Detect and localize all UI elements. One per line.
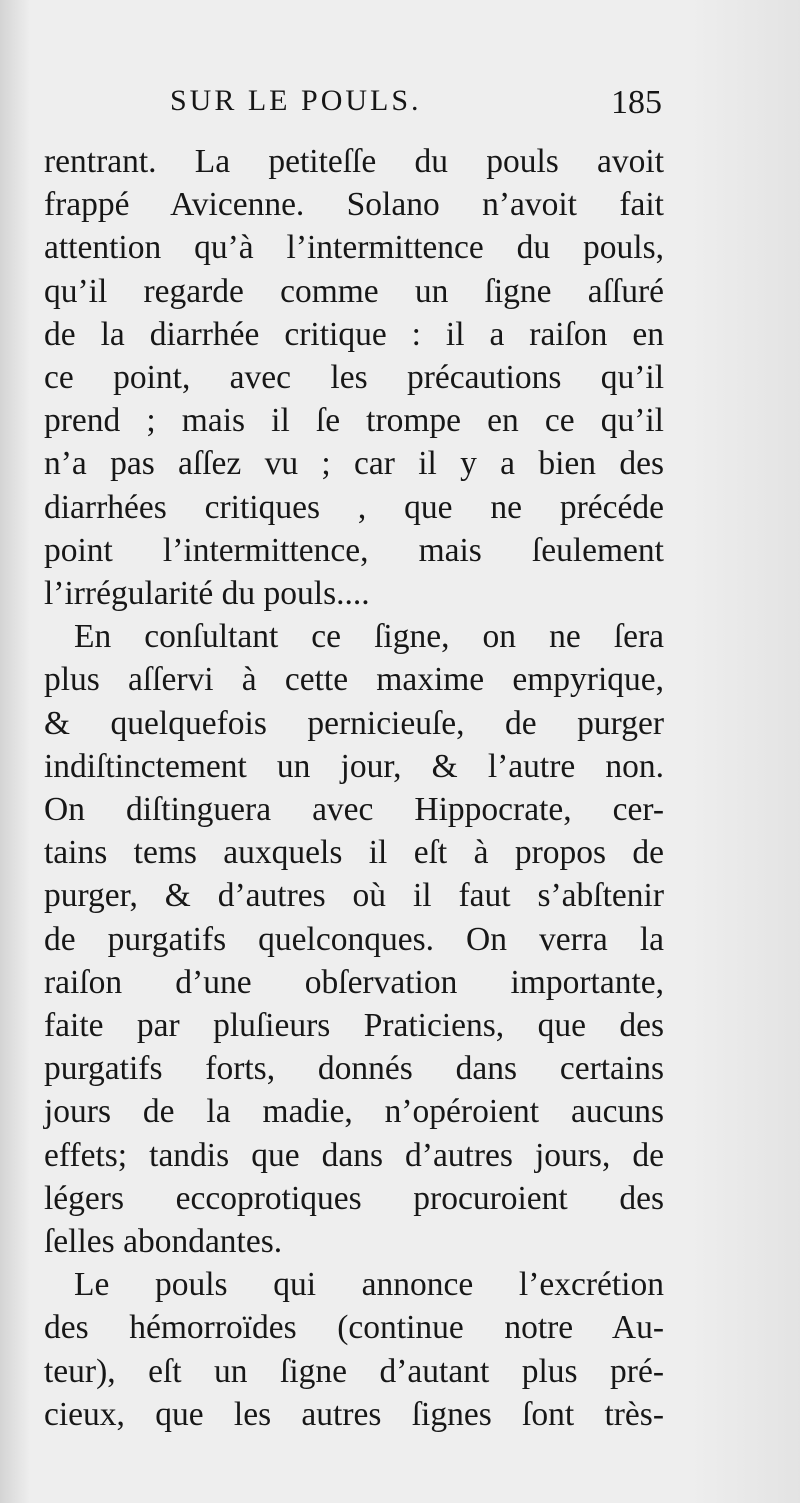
text-line: teur), eſt un ſigne d’autant plus pré-	[44, 1352, 664, 1390]
text-line: rentrant. La petiteſſe du pouls avoit	[44, 143, 664, 180]
text-line: qu’il regarde comme un ſigne aſſuré	[44, 272, 664, 310]
text-line: point l’intermittence, mais ſeulement	[44, 531, 664, 569]
text-line: ſelles abondantes.	[44, 1223, 283, 1261]
text-line: prend ; mais il ſe trompe en ce qu’il	[44, 402, 664, 440]
text-line: jours de la madie, n’opéroient aucuns	[44, 1093, 664, 1131]
body-text	[44, 140, 664, 1436]
text-line: purgatifs forts, donnés dans certains	[44, 1050, 664, 1088]
text-line: de la diarrhée critique : il a raiſon en	[44, 315, 664, 353]
text-line: On diſtinguera avec Hippocrate, cer-	[44, 791, 664, 829]
binding-shadow	[0, 0, 30, 1503]
text-line: tains tems auxquels il eſt à propos de	[44, 834, 664, 872]
paragraph-2	[44, 615, 664, 1263]
text-line: diarrhées critiques , que ne précéde	[44, 488, 664, 526]
text-line: purger, & d’autres où il faut s’abſtenir	[44, 877, 664, 915]
text-line: légers eccoprotiques procuroient des	[44, 1179, 664, 1217]
text-line: des hémorroïdes (continue notre Au-	[44, 1309, 664, 1347]
text-line: & quelquefois pernicieuſe, de purger	[44, 704, 664, 742]
text-line: frappé Avicenne. Solano n’avoit fait	[44, 186, 664, 224]
page-header	[42, 84, 662, 128]
text-line: de purgatifs quelconques. On verra la	[44, 920, 664, 958]
text-line: En conſultant ce ſigne, on ne ſera	[74, 618, 664, 656]
text-line: Le pouls qui annonce l’excrétion	[74, 1266, 664, 1304]
page-number: 185	[611, 84, 662, 121]
paragraph-3	[44, 1263, 664, 1436]
running-head: SUR LE POULS.	[170, 84, 422, 117]
text-line: raiſon d’une obſervation importante,	[44, 963, 664, 1001]
text-line: l’irrégularité du pouls....	[44, 575, 370, 613]
text-line: faite par pluſieurs Praticiens, que des	[44, 1007, 664, 1045]
text-line: cieux, que les autres ſignes ſont très-	[44, 1395, 664, 1433]
text-line: attention qu’à l’intermittence du pouls,	[44, 229, 664, 267]
text-line: n’a pas aſſez vu ; car il y a bien des	[44, 445, 664, 483]
page-edge-shading	[690, 0, 800, 1503]
text-line: indiſtinctement un jour, & l’autre non.	[44, 747, 664, 785]
text-line: plus aſſervi à cette maxime empyrique,	[44, 661, 664, 699]
paragraph-1	[44, 140, 664, 615]
text-line: ce point, avec les précautions qu’il	[44, 359, 664, 397]
text-line: effets; tandis que dans d’autres jours, de	[44, 1136, 664, 1174]
